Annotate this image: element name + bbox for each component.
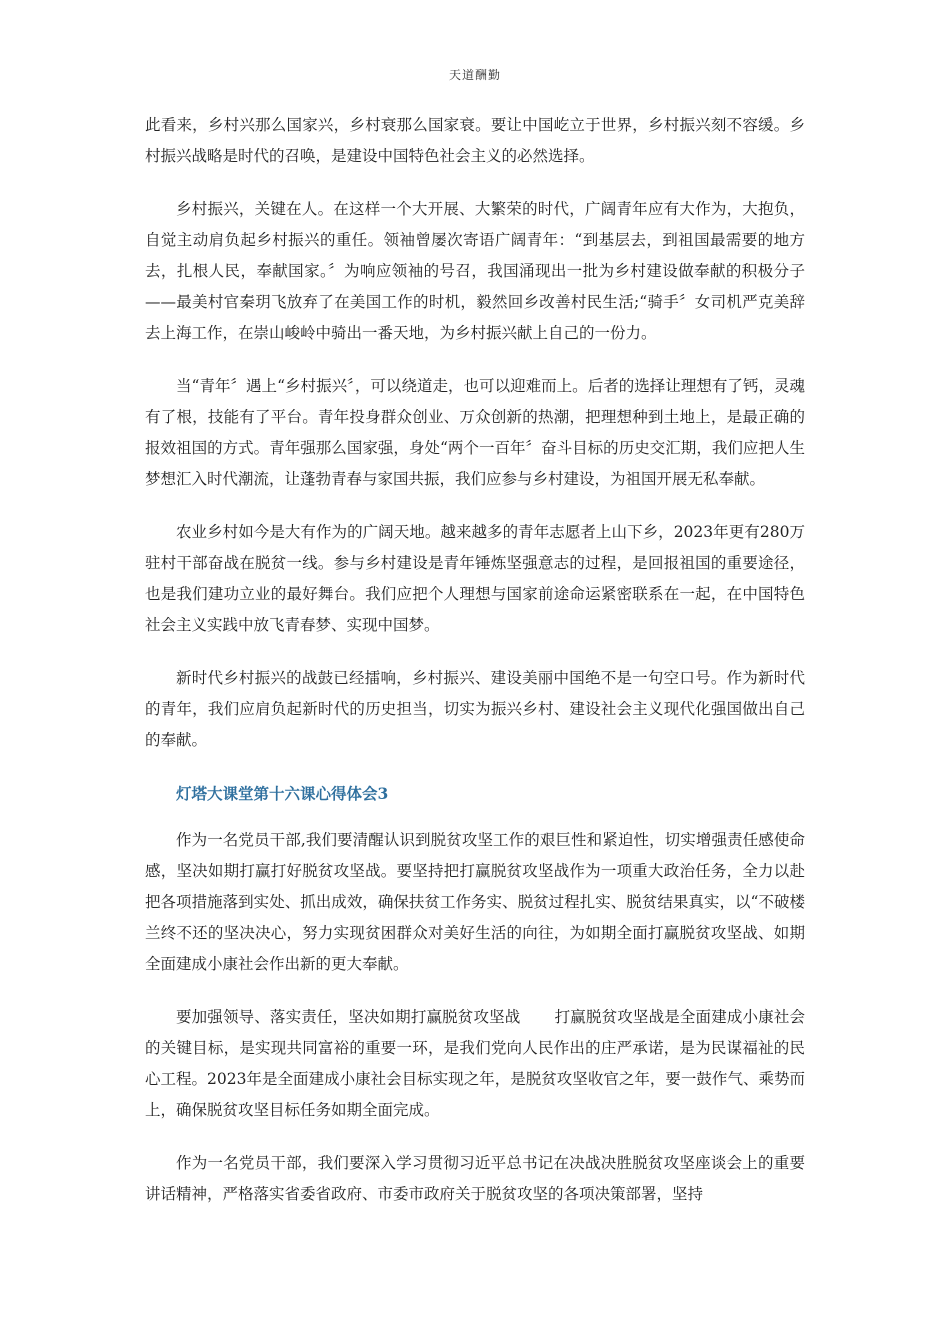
body-paragraph: 作为一名党员干部，我们要深入学习贯彻习近平总书记在决战决胜脱贫攻坚座谈会上的重要讲话精神，严格落实省委省政府、市委市政府关于脱贫攻坚的各项决策部署，坚持: [145, 1154, 805, 1203]
body-paragraph: 当“青年〞遇上“乡村振兴〞，可以绕道走，也可以迎难而上。后者的选择让理想有了钙，灵魂有了根，技能有了平台。青年投身群众创业、万众创新的热潮，把理想种到土地上，是最正确的报效祖国的方式。青年强那么国家强，身处“两个一百年〞奋斗目标的历史交汇期，我们应把人生梦想汇入时代潮流，让蓬勃青春与家国共振，我们应参与乡村建设，为祖国开展无私奉献。: [145, 377, 805, 488]
body-paragraph: 新时代乡村振兴的战鼓已经擂响，乡村振兴、建设美丽中国绝不是一句空口号。作为新时代的青年，我们应肩负起新时代的历史担当，切实为振兴乡村、建设社会主义现代化强国做出自己的奉献。: [145, 669, 805, 749]
section-heading: 灯塔大课堂第十六课心得体会3: [176, 784, 389, 803]
document-body: [145, 110, 805, 1232]
body-paragraph: 此看来，乡村兴那么国家兴，乡村衰那么国家衰。要让中国屹立于世界，乡村振兴刻不容缓。乡村振兴战略是时代的召唤，是建设中国特色社会主义的必然选择。: [145, 116, 805, 165]
page-header: 天道酬勤: [448, 68, 501, 82]
body-paragraph: 作为一名党员干部,我们要清醒认识到脱贫攻坚工作的艰巨性和紧迫性，切实增强责任感使命感，坚决如期打赢打好脱贫攻坚战。要坚持把打赢脱贫攻坚战作为一项重大政治任务，全力以赴把各项措施落到实处、抓出成效，确保扶贫工作务实、脱贫过程扎实、脱贫结果真实，以“不破楼兰终不还的坚决决心，努力实现贫困群众对美好生活的向往，为如期全面打赢脱贫攻坚战、如期全面建成小康社会作出新的更大奉献。: [145, 831, 805, 973]
body-paragraph-with-lead: [145, 1002, 805, 1126]
body-paragraph: 农业乡村如今是大有作为的广阔天地。越来越多的青年志愿者上山下乡，2023年更有280万驻村干部奋战在脱贫一线。参与乡村建设是青年锤炼坚强意志的过程，是回报祖国的重要途径，也是我们建功立业的最好舞台。我们应把个人理想与国家前途命运紧密联系在一起，在中国特色社会主义实践中放飞青春梦、实现中国梦。: [145, 523, 805, 634]
paragraph-rest: 打赢脱贫攻坚战是全面建成小康社会的关键目标，是实现共同富裕的重要一环，是我们党向人民作出的庄严承诺，是为民谋福祉的民心工程。2023年是全面建成小康社会目标实现之年，是脱贫攻坚收官之年，要一鼓作气、乘势而上，确保脱贫攻坚目标任务如期全面完成。: [145, 1008, 805, 1119]
body-paragraph: 乡村振兴，关键在人。在这样一个大开展、大繁荣的时代，广阔青年应有大作为，大抱负，自觉主动肩负起乡村振兴的重任。领袖曾屡次寄语广阔青年：“到基层去，到祖国最需要的地方去，扎根人民，奉献国家。〞为响应领袖的号召，我国涌现出一批为乡村建设做奉献的积极分子——最美村官秦玥飞放弃了在美国工作的时机，毅然回乡改善村民生活;“骑手〞女司机严克美辞去上海工作，在崇山峻岭中骑出一番天地，为乡村振兴献上自己的一份力。: [145, 200, 805, 342]
paragraph-lead: 要加强领导、落实责任，坚决如期打赢脱贫攻坚战: [176, 1008, 521, 1026]
